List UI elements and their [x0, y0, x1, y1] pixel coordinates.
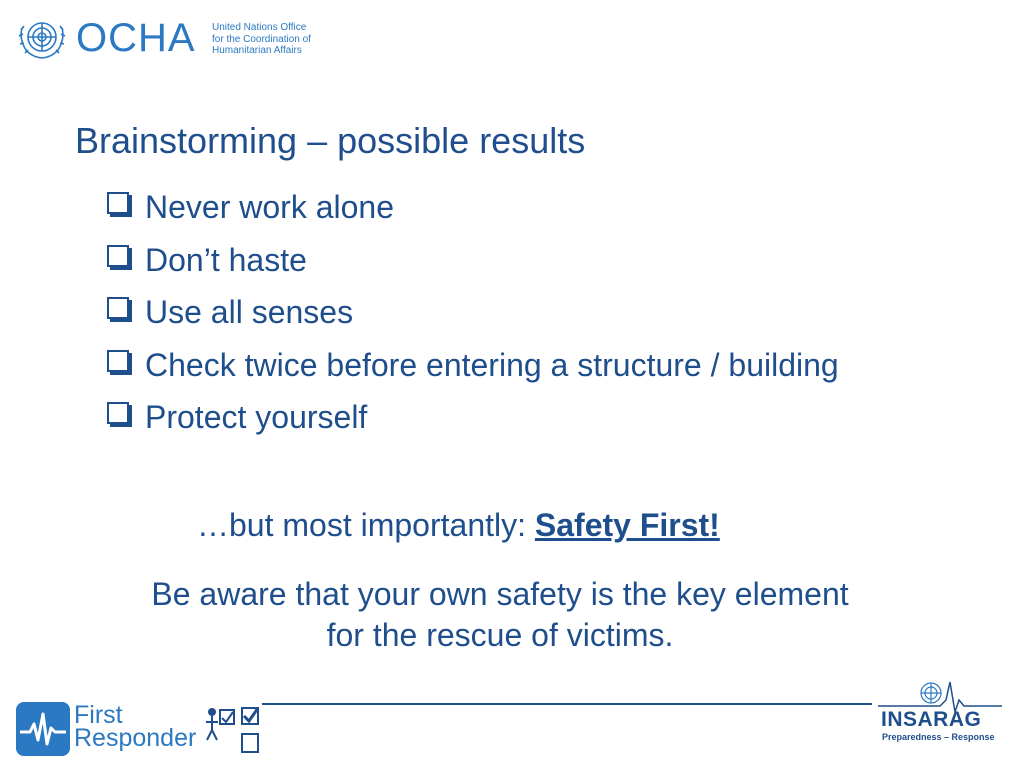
ocha-wordmark: OCHA [76, 16, 196, 60]
checkbox-bullet-icon [107, 350, 129, 372]
ocha-subtitle-line: United Nations Office [212, 22, 307, 33]
bullet-list [105, 186, 839, 449]
footer-divider [262, 703, 872, 705]
ocha-subtitle-line: Humanitarian Affairs [212, 45, 302, 56]
heartbeat-icon [16, 702, 70, 756]
awareness-paragraph [100, 574, 900, 656]
first-responder-line2: Responder [74, 724, 197, 752]
list-item [105, 291, 839, 344]
checklist-icon [202, 704, 266, 758]
list-item [105, 239, 839, 292]
checkbox-bullet-icon [107, 192, 129, 214]
checkbox-bullet-icon [107, 245, 129, 267]
list-item [105, 396, 839, 449]
awareness-line: for the rescue of victims. [326, 617, 674, 653]
bullet-text: Use all senses [145, 294, 354, 330]
ocha-subtitle-line: for the Coordination of [212, 33, 311, 45]
bullet-text: Never work alone [145, 189, 394, 225]
bullet-text: Don’t haste [145, 241, 307, 278]
slide-title: Brainstorming – possible results [75, 120, 586, 161]
insarag-wordmark: INSARAG [881, 708, 982, 731]
ocha-logo [16, 14, 326, 62]
un-emblem-icon [16, 14, 68, 60]
checkbox-bullet-icon [107, 297, 129, 319]
bullet-text: Check twice before entering a structure / building [145, 346, 839, 383]
list-item [105, 186, 839, 239]
first-responder-logo [16, 700, 266, 760]
ocha-subtitle [212, 22, 311, 57]
checkbox-bullet-icon [107, 402, 129, 424]
safety-first-highlight: Safety First! [534, 507, 720, 543]
emphasis-line [197, 504, 720, 546]
insarag-tagline: Preparedness – Response [882, 732, 995, 742]
awareness-line: Be aware that your own safety is the key element [151, 576, 849, 612]
first-responder-line1: First [74, 701, 123, 729]
emphasis-prefix: …but most importantly: [197, 507, 535, 543]
insarag-logo [878, 678, 1006, 748]
un-emblem-icon [918, 680, 944, 706]
list-item [105, 344, 839, 397]
bullet-text: Protect yourself [145, 399, 368, 435]
